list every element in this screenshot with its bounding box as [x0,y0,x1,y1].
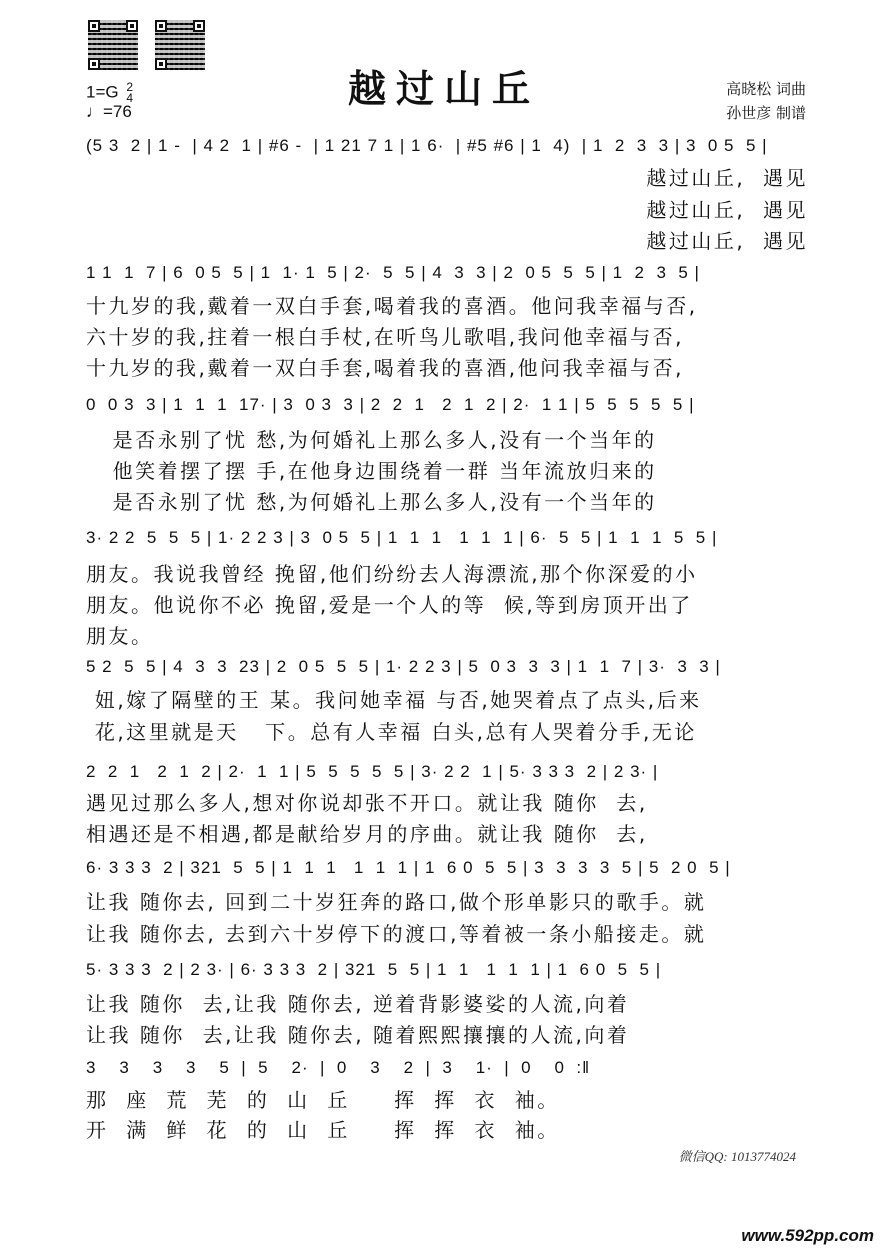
lyric-line: 是否永别了忧 愁,为何婚礼上那么多人,没有一个当年的 [86,428,657,452]
lyric-line: 妞,嫁了隔壁的王 某。我问她幸福 与否,她哭着点了点头,后来 [86,688,702,712]
notation-line: (5 3 2 | 1 - | 4 2 1 | #6 - | 1 21 7 1 | 1 6· | #5 #6 | 1 4) | 1 2 3 3 | 3 0 5 5 | [86,136,768,155]
tempo-marking: ♩=76 [86,102,132,121]
lyric-line: 相遇还是不相遇,都是献给岁月的序曲。就让我 随你 去, [86,822,648,846]
website-watermark: www.592pp.com [741,1226,874,1245]
notation-line: 2 2 1 2 1 2 | 2· 1 1 | 5 5 5 5 5 | 3· 2 2 1 | 5· 3 3 3 2 | 2 3· | [86,762,659,781]
notation-line: 3 3 3 3 5 | 5 2· | 0 3 2 | 3 1· | 0 0 :‖ [86,1058,591,1077]
lyric-line: 十九岁的我,戴着一双白手套,喝着我的喜酒,他问我幸福与否, [86,356,684,380]
lyric-line: 十九岁的我,戴着一双白手套,喝着我的喜酒。他问我幸福与否, [86,294,698,318]
notation-line: 1 1 1 7 | 6 0 5 5 | 1 1· 1 5 | 2· 5 5 | 4 3 3 | 2 0 5 5 5 | 1 2 3 5 | [86,263,700,282]
notation-line: 5· 3 3 3 2 | 2 3· | 6· 3 3 3 2 | 321 5 5 | 1 1 1 1 1 | 1 6 0 5 5 | [86,960,662,979]
key-label: 1=G [86,82,119,102]
lyric-line: 让我 随你去, 回到二十岁狂奔的路口,做个形单影只的歌手。就 [86,890,707,914]
lyric-line: 是否永别了忧 愁,为何婚礼上那么多人,没有一个当年的 [86,490,657,514]
contact-info: 微信QQ: 1013774024 [678,1149,796,1164]
lyric-line: 越过山丘, 遇见 [646,166,808,190]
time-sig-top: 2 [126,80,134,94]
lyric-line: 朋友。他说你不必 挽留,爱是一个人的等 候,等到房顶开出了 [86,593,693,617]
credit-lyrics-music: 高晓松 词曲 [726,80,806,98]
page-title: 越过山丘 [347,66,540,111]
lyric-line: 六十岁的我,拄着一根白手杖,在听鸟儿歌唱,我问他幸福与否, [86,325,684,349]
lyric-line: 遇见过那么多人,想对你说却张不开口。就让我 随你 去, [86,791,648,815]
lyric-line: 越过山丘, 遇见 [646,198,808,222]
notation-line: 0 0 3 3 | 1 1 1 17· | 3 0 3 3 | 2 2 1 2 1 2 | 2· 1 1 | 5 5 5 5 5 | [86,395,695,414]
credit-transcriber: 孙世彦 制谱 [726,104,806,122]
time-signature [126,82,133,104]
lyric-line: 他笑着摆了摆 手,在他身边围绕着一群 当年流放归来的 [86,459,657,483]
lyric-line: 越过山丘, 遇见 [646,229,808,253]
lyric-line: 那 座 荒 芜 的 山 丘 挥 挥 衣 袖。 [86,1088,560,1112]
notation-line: 5 2 5 5 | 4 3 3 23 | 2 0 5 5 5 | 1· 2 2 3 | 5 0 3 3 3 | 1 1 7 | 3· 3 3 | [86,657,721,676]
lyric-line: 花,这里就是天 下。总有人幸福 白头,总有人哭着分手,无论 [86,720,697,744]
lyric-line: 开 满 鲜 花 的 山 丘 挥 挥 衣 袖。 [86,1118,560,1142]
lyric-line: 让我 随你去, 去到六十岁停下的渡口,等着被一条小船接走。就 [86,922,707,946]
notation-line: 3· 2 2 5 5 5 | 1· 2 2 3 | 3 0 5 5 | 1 1 1 1 1 1 | 6· 5 5 | 1 1 1 5 5 | [86,528,718,547]
lyric-line: 朋友。我说我曾经 挽留,他们纷纷去人海漂流,那个你深爱的小 [86,562,698,586]
notation-line: 6· 3 3 3 2 | 321 5 5 | 1 1 1 1 1 1 | 1 6 0 5 5 | 3 3 3 3 5 | 5 2 0 5 | [86,858,731,877]
lyric-line: 让我 随你 去,让我 随你去, 逆着背影婆娑的人流,向着 [86,992,630,1016]
lyric-line: 让我 随你 去,让我 随你去, 随着熙熙攘攘的人流,向着 [86,1023,630,1047]
time-sig-bottom: 4 [126,91,134,105]
lyric-line: 朋友。 [86,624,154,648]
key-signature [86,82,133,104]
